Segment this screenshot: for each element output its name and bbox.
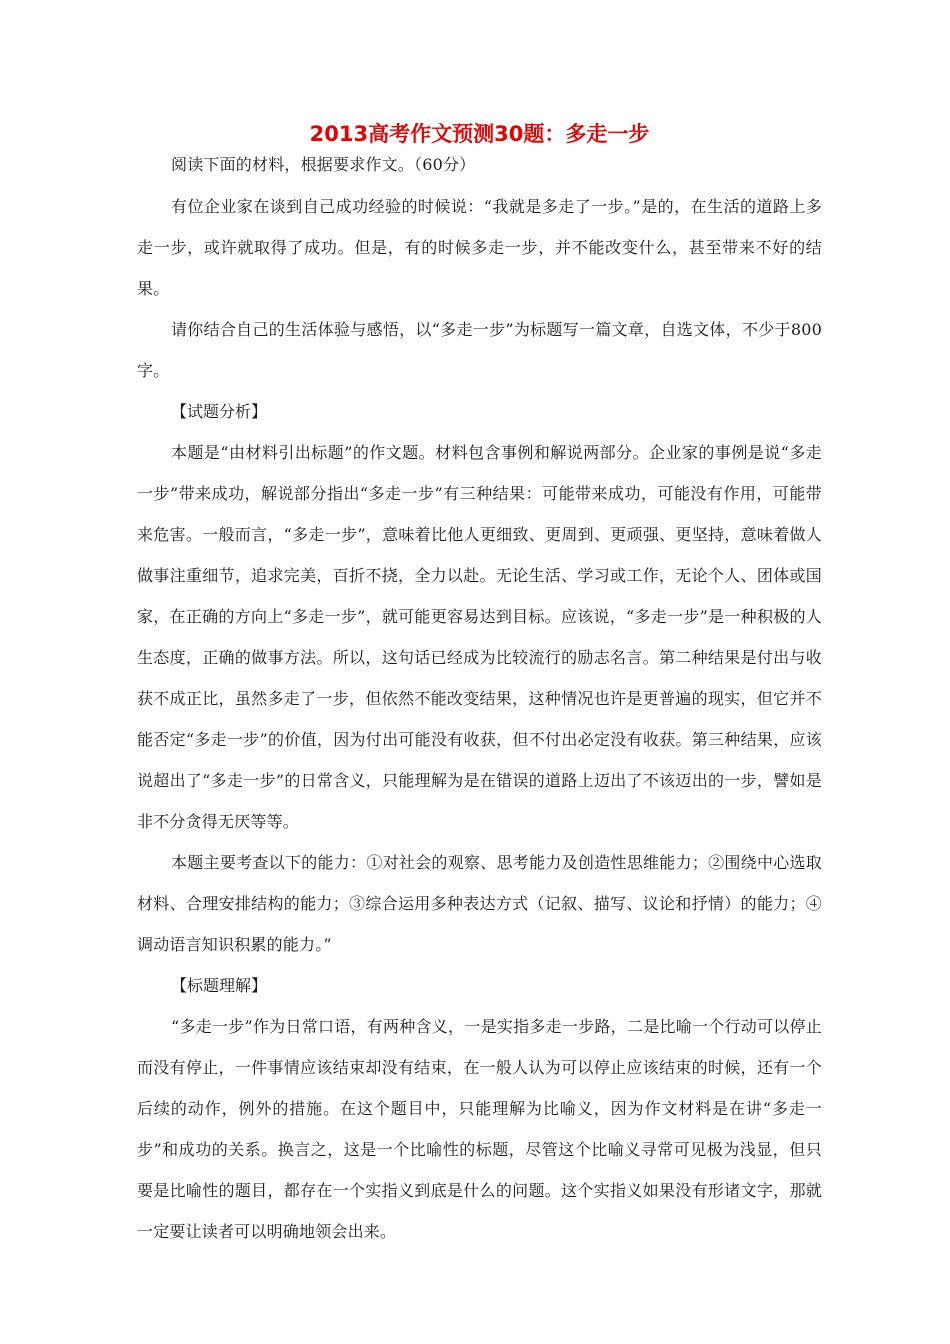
title-understanding-paragraph: “多走一步”作为日常口语，有两种含义，一是实指多走一步路，二是比喻一个行动可以停止而没有停止，一件事情应该结束却没有结束，在一般人认为可以停止应该结束的时候，还有一个后续的动作，例外的措施。在这个题目中，只能理解为比喻义，因为作文材料是在讲“多走一步”和成功的关系。换言之，这是一个比喻性的标题，尽管这个比喻义寻常可见极为浅显，但只要是比喻性的题目，都存在一个实指义到底是什么的问题。这个实指义如果没有形诸文字，那就一定要让读者可以明确地领会出来。	[137, 1017, 822, 1241]
document-title: 2013高考作文预测30题：多走一步	[309, 122, 650, 146]
section-heading-analysis: 【试题分析】	[171, 402, 268, 421]
analysis-paragraph: 本题是“由材料引出标题”的作文题。材料包含事例和解说两部分。企业家的事例是说“多走一步”带来成功，解说部分指出“多走一步”有三种结果：可能带来成功，可能没有作用，可能带来危害。一般而言，“多走一步”，意味着比他人更细致、更周到、更顽强、更坚持，意味着做人做事注重细节，追求完美，百折不挠，全力以赴。无论生活、学习或工作，无论个人、团体或国家，在正确的方向上“多走一步”，就可能更容易达到目标。应该说，“多走一步”是一种积极的人生态度，正确的做事方法。所以，这句话已经成为比较流行的励志名言。第二种结果是付出与收获不成正比，虽然多走了一步，但依然不能改变结果，这种情况也许是更普遍的现实，但它并不能否定“多走一步”的价值，因为付出可能没有收获，但不付出必定没有收获。第三种结果，应该说超出了“多走一步”的日常含义，只能理解为是在错误的道路上迈出了不该迈出的一步，譬如是非不分贪得无厌等等。	[137, 443, 822, 831]
instruction-paragraph: 阅读下面的材料，根据要求作文。（60分）	[171, 155, 476, 174]
material-paragraph: 有位企业家在谈到自己成功经验的时候说：“我就是多走了一步。”是的，在生活的道路上多走一步，或许就取得了成功。但是，有的时候多走一步，并不能改变什么，甚至带来不好的结果。	[137, 197, 822, 298]
document-page	[137, 120, 822, 1252]
ability-paragraph: 本题主要考查以下的能力：①对社会的观察、思考能力及创造性思维能力；②围绕中心选取材料、合理安排结构的能力；③综合运用多种表达方式（记叙、描写、议论和抒情）的能力；④调动语言知识积累的能力。”	[137, 853, 822, 954]
requirement-paragraph: 请你结合自己的生活体验与感悟，以“多走一步”为标题写一篇文章，自选文体，不少于800字。	[137, 320, 822, 380]
section-heading-title-understanding: 【标题理解】	[171, 976, 268, 995]
